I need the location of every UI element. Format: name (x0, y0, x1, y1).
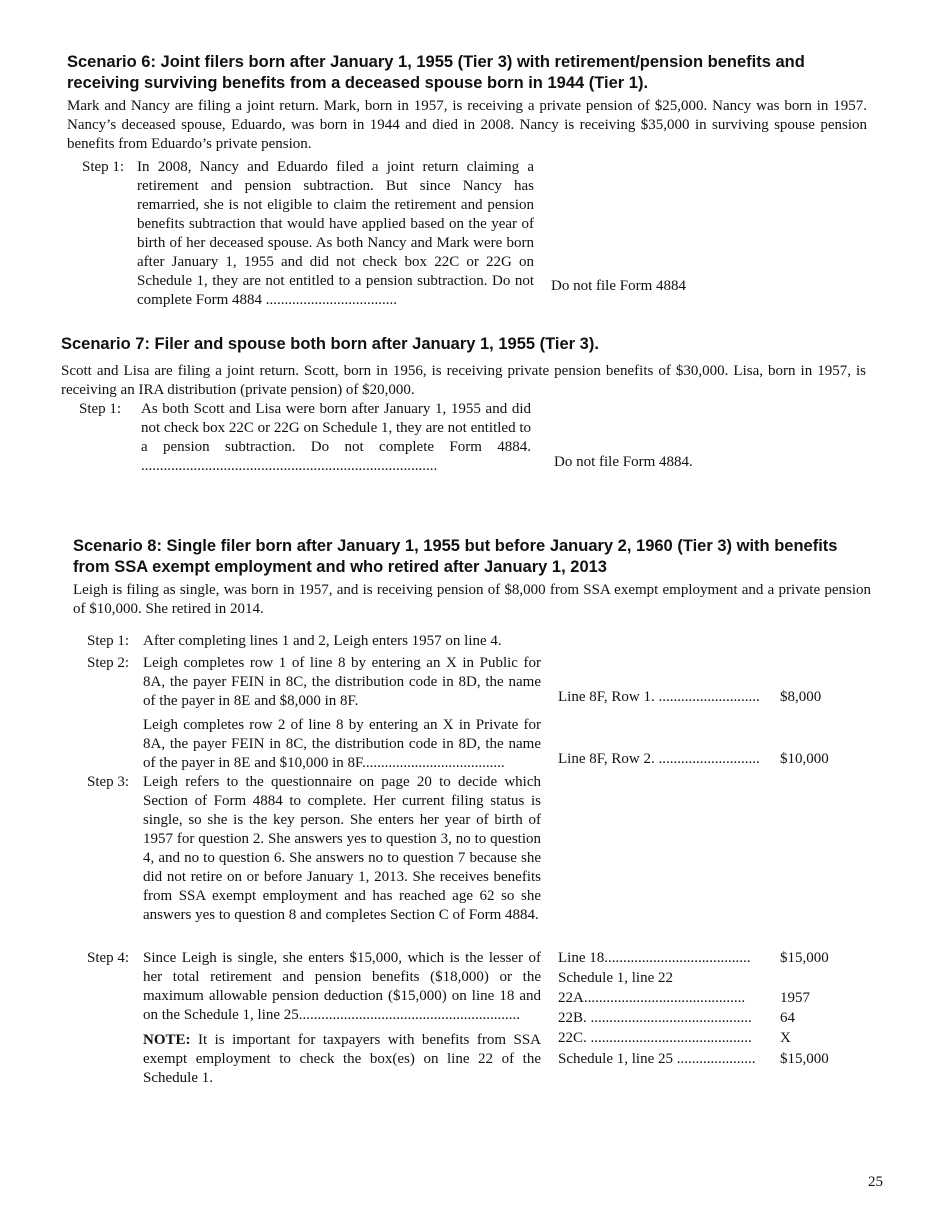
scenario-7-step-1-label: Step 1: (79, 401, 122, 417)
scenario-6-step-1-result: Do not file Form 4884 (551, 278, 686, 294)
line-22c-label: 22C. ........................................... (558, 1030, 752, 1046)
scenario-8-intro: Leigh is filing as single, was born in 1957, and is receiving pension of $8,000 from SSA exempt employment and a private pension of $10,000. She retired in 2014. (73, 582, 871, 617)
scenario-8-step-4-main-text: Since Leigh is single, she enters $15,000, which is the lesser of her total retirement and pension benefits ($18,000) or the maximum allowable pension deduction ($15,000) on line 18 and on the Schedule 1, line 25........................................................... (143, 950, 541, 1023)
scenario-8-step-3-text: Leigh refers to the questionnaire on page 20 to decide which Section of Form 4884 to complete. Her current filing status is single, so she is the key person. She enters her year of birth of 1957 for question 2. She answers yes to question 3, no to question 4, and no to question 6. She answers no to question 7 because she did not retire on or before January 1, 2013. She receives benefits from SSA exempt employment and has reached age 62 so she answers yes to question 8 and completes Section C of Form 4884. (143, 774, 541, 923)
line-18-label: Line 18....................................... (558, 950, 751, 966)
scenario-7-title: Scenario 7: Filer and spouse both born after January 1, 1955 (Tier 3). (61, 335, 599, 353)
scenario-6-intro: Mark and Nancy are filing a joint return. Mark, born in 1957, is receiving a private pension of $25,000. Nancy was born in 1957. Nancy’s deceased spouse, Eduardo, was born in 1944 and died in 2008. Nancy is receiving $35,000 in surviving spouse pension benefits from Eduardo’s private pension. (67, 98, 867, 152)
line-22a-value: 1957 (780, 990, 810, 1006)
schedule-1-line-25-label: Schedule 1, line 25 ..................... (558, 1051, 756, 1067)
page-number: 25 (868, 1174, 883, 1190)
scenario-8-step-2-row-1-text: Leigh completes row 1 of line 8 by entering an X in Public for 8A, the payer FEIN in 8C, the distribution code in 8D, the name of the payer in 8E and $8,000 in 8F. (143, 655, 541, 709)
scenario-8-title: Scenario 8: Single filer born after January 1, 1955 but before January 2, 1960 (Tier 3) with benefits from SSA exempt employment and who retired after January 1, 2013 (73, 537, 838, 576)
scenario-8-step-4-text (143, 949, 541, 1088)
scenario-8-step-1-text: After completing lines 1 and 2, Leigh enters 1957 on line 4. (143, 633, 502, 649)
note-label: NOTE: (143, 1032, 191, 1048)
schedule-1-line-22-label: Schedule 1, line 22 (558, 970, 673, 986)
scenario-6-step-1-label: Step 1: (82, 159, 125, 175)
scenario-7-step-1-text: As both Scott and Lisa were born after January 1, 1955 and did not check box 22C or 22G on Schedule 1, they are not entitled to a pension subtraction. Do not complete Form 4884. ............................................................................... (141, 401, 531, 474)
scenario-8-step-4-note (143, 1031, 541, 1088)
line-18-value: $15,000 (780, 950, 829, 966)
line-8f-row-1-value: $8,000 (780, 689, 822, 705)
scenario-8-step-4-label: Step 4: (87, 950, 130, 966)
scenario-6-title: Scenario 6: Joint filers born after January 1, 1955 (Tier 3) with retirement/pension benefits and receiving surviving benefits from a deceased spouse born in 1944 (Tier 1). (67, 53, 805, 92)
line-22b-value: 64 (780, 1010, 795, 1026)
line-8f-row-2-label: Line 8F, Row 2. ........................... (558, 751, 760, 767)
scenario-8-step-2-row-2-text: Leigh completes row 2 of line 8 by entering an X in Private for 8A, the payer FEIN in 8C, the distribution code in 8D, the name of the payer in 8E and $10,000 in 8F...................................... (143, 717, 541, 771)
scenario-8-step-1-label: Step 1: (87, 633, 130, 649)
note-text: It is important for taxpayers with benefits from SSA exempt employment to check the box(es) on line 22 of the Schedule 1. (143, 1032, 541, 1086)
scenario-8-step-2-text (143, 654, 541, 773)
scenario-6-step-1-text: In 2008, Nancy and Eduardo filed a joint return claiming a retirement and pension subtraction. But since Nancy has remarried, she is not eligible to claim the retirement and pension benefits subtraction that would have applied based on the year of birth of her deceased spouse. As both Nancy and Mark were born after January 1, 1955 and did not check box 22C or 22G on Schedule 1, they are not entitled to a pension subtraction. Do not complete Form 4884 ................................... (137, 159, 534, 308)
scenario-8-step-2-label: Step 2: (87, 655, 130, 671)
line-8f-row-1-label: Line 8F, Row 1. ........................... (558, 689, 760, 705)
line-22a-label: 22A........................................... (558, 990, 746, 1006)
line-22b-label: 22B. ........................................... (558, 1010, 752, 1026)
line-22c-value: X (780, 1030, 791, 1046)
schedule-1-line-25-value: $15,000 (780, 1051, 829, 1067)
scenario-7-step-1-result: Do not file Form 4884. (554, 454, 693, 470)
scenario-7-intro: Scott and Lisa are filing a joint return. Scott, born in 1956, is receiving private pension benefits of $30,000. Lisa, born in 1957, is receiving an IRA distribution (private pension) of $20,000. (61, 363, 866, 398)
scenario-8-step-3-label: Step 3: (87, 774, 130, 790)
line-8f-row-2-value: $10,000 (780, 751, 829, 767)
